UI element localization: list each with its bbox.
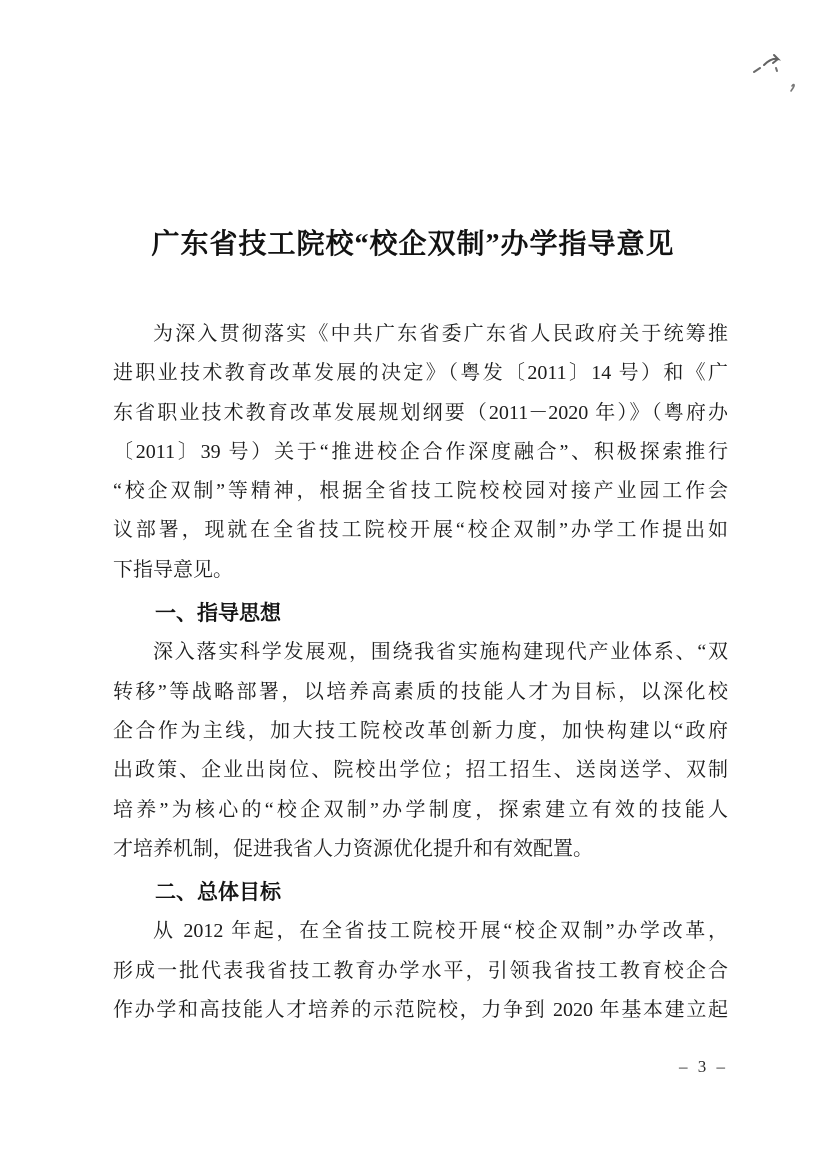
text-line: 从 2012 年起，在全省技工院校开展“校企双制”办学改革， (153, 920, 728, 943)
text-line: 培养”为核心的“校企双制”办学制度，探索建立有效的技能人 (113, 798, 728, 821)
section-heading: 一、指导思想 (155, 602, 281, 626)
text-line: 〔2011〕39 号）关于“推进校企合作深度融合”、积极探索推行 (113, 440, 728, 463)
document-body (113, 315, 728, 1030)
handwritten-pen-mark (740, 38, 810, 108)
section-heading: 二、总体目标 (155, 881, 281, 905)
text-line: 议部署，现就在全省技工院校开展“校企双制”办学工作提出如 (113, 519, 728, 542)
text-line: 深入落实科学发展观，围绕我省实施构建现代产业体系、“双 (153, 641, 728, 664)
text-line: 为深入贯彻落实《中共广东省委广东省人民政府关于统筹推 (153, 323, 728, 345)
text-line: 出政策、企业出岗位、院校出学位；招工招生、送岗送学、双制 (113, 759, 728, 782)
text-line: 作办学和高技能人才培养的示范院校，力争到 2020 年基本建立起 (113, 999, 728, 1022)
text-line: “校企双制”等精神，根据全省技工院校校园对接产业园工作会 (113, 480, 728, 503)
text-line: 东省职业技术教育改革发展规划纲要（2011－2020 年）》（粤府办 (113, 401, 728, 424)
text-line: 转移”等战略部署，以培养高素质的技能人才为目标，以深化校 (113, 680, 728, 703)
text-line: 企合作为主线，加大技工院校改革创新力度，加快构建以“政府 (113, 719, 728, 742)
text-line: 进职业技术教育改革发展的决定》（粤发〔2011〕14 号）和《广 (113, 362, 728, 385)
document-title: 广东省技工院校“校企双制”办学指导意见 (151, 229, 675, 260)
text-line: 形成一批代表我省技工教育办学水平，引领我省技工教育校企合 (113, 959, 728, 982)
page-number: – 3 – (679, 1057, 728, 1076)
text-line: 才培养机制，促进我省人力资源优化提升和有效配置。 (113, 837, 593, 860)
text-line: 下指导意见。 (113, 558, 233, 581)
